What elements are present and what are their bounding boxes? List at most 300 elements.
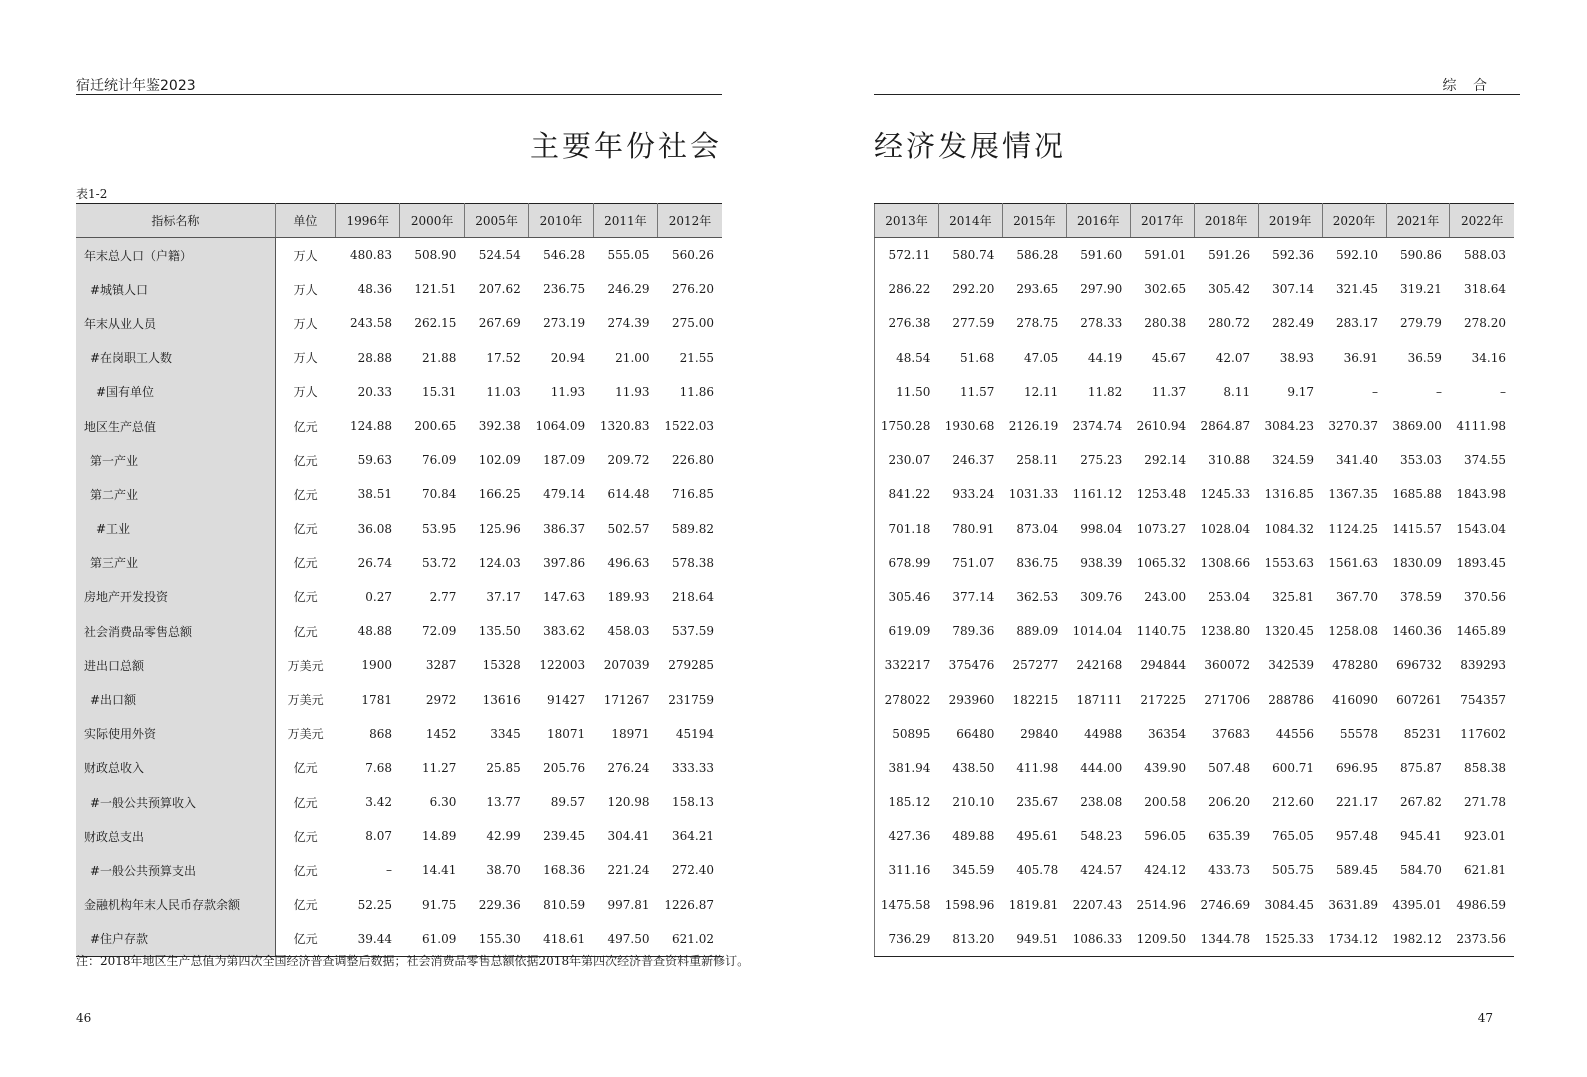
value-cell: 418.61 (529, 922, 593, 957)
value-cell: 61.09 (400, 922, 464, 957)
value-cell: 614.48 (607, 487, 650, 502)
table-row (875, 477, 1515, 511)
value-cell: 36.59 (1407, 350, 1442, 365)
value-cell: 555.05 (607, 248, 650, 263)
value-cell: 125.96 (478, 521, 521, 536)
value-cell: 271706 (1204, 692, 1251, 707)
value-cell: 11.93 (615, 384, 650, 399)
value-cell: 619.09 (875, 614, 939, 648)
value-cell: 44556 (1275, 726, 1315, 741)
value-cell: 304.41 (607, 829, 650, 844)
value-cell: 44.19 (1087, 350, 1123, 365)
table-row (875, 306, 1515, 340)
table-row (875, 341, 1515, 375)
value-cell: 121.51 (414, 282, 457, 297)
column-header: 2018年 (1194, 204, 1258, 238)
value-cell: 578.38 (672, 555, 714, 570)
indicator-name: #一般公共预算收入 (76, 785, 275, 819)
indicator-name: 实际使用外资 (76, 717, 275, 751)
value-cell: 262.15 (414, 316, 457, 331)
table-row (76, 819, 722, 853)
value-cell: 26.74 (357, 555, 392, 570)
value-cell: 276.38 (875, 306, 939, 340)
value-cell: 478280 (1332, 658, 1378, 673)
value-cell: 589.82 (672, 521, 714, 536)
value-cell: 1161.12 (1072, 487, 1123, 502)
page-number-right: 47 (1477, 1011, 1493, 1025)
value-cell: 375476 (948, 658, 995, 673)
value-cell: 635.39 (1208, 829, 1251, 844)
value-cell: 584.70 (1399, 863, 1442, 878)
unit-cell: 亿元 (293, 590, 318, 605)
value-cell: 36.08 (357, 521, 392, 536)
value-cell: 1124.25 (1328, 521, 1378, 536)
value-cell: 102.09 (478, 453, 521, 468)
value-cell: 2374.74 (1072, 419, 1123, 434)
value-cell: 124.03 (478, 555, 521, 570)
value-cell: 780.91 (952, 521, 995, 536)
value-cell: 4111.98 (1456, 419, 1506, 434)
value-cell: 480.83 (349, 248, 392, 263)
column-header: 2021年 (1386, 204, 1450, 238)
value-cell: 957.48 (1336, 829, 1378, 844)
value-cell: 1781 (361, 692, 392, 707)
value-cell: 28.88 (357, 350, 392, 365)
column-header: 2010年 (529, 204, 593, 238)
table-row (875, 785, 1515, 819)
value-cell: 439.90 (1144, 760, 1187, 775)
table-row (875, 819, 1515, 853)
value-cell: – (1372, 384, 1378, 399)
value-cell: 591.60 (1080, 248, 1123, 263)
value-cell: 364.21 (672, 829, 714, 844)
unit-cell: 亿元 (293, 761, 318, 776)
value-cell: 362.53 (1016, 589, 1059, 604)
value-cell: 378.59 (1399, 589, 1442, 604)
value-cell: 2.77 (429, 589, 457, 604)
value-cell: 292.20 (952, 282, 995, 297)
value-cell: 1253.48 (1136, 487, 1187, 502)
value-cell: 949.51 (1002, 922, 1066, 957)
value-cell: 38.93 (1279, 350, 1315, 365)
value-cell: 11.82 (1087, 384, 1123, 399)
value-cell: 48.36 (357, 282, 392, 297)
book-title: 宿迁统计年鉴2023 (76, 78, 196, 94)
value-cell: 1460.36 (1392, 624, 1442, 639)
value-cell: 1843.98 (1456, 487, 1506, 502)
unit-cell: 万人 (293, 316, 318, 331)
value-cell: 592.10 (1336, 248, 1378, 263)
indicator-name: 财政总支出 (76, 819, 275, 853)
value-cell: 1064.09 (535, 419, 586, 434)
value-cell: 230.07 (875, 443, 939, 477)
value-cell: 267.82 (1399, 795, 1442, 810)
column-header: 2022年 (1450, 204, 1514, 238)
value-cell: – (1435, 384, 1442, 399)
value-cell: 377.14 (952, 589, 995, 604)
value-cell: 52.25 (357, 897, 392, 912)
value-cell: 280.72 (1208, 316, 1251, 331)
column-header: 指标名称 (76, 204, 275, 238)
value-cell: 411.98 (1016, 760, 1059, 775)
value-cell: 15328 (482, 658, 521, 673)
value-cell: 813.20 (938, 922, 1002, 957)
value-cell: 1065.32 (1136, 555, 1187, 570)
value-cell: 2514.96 (1136, 897, 1187, 912)
indicator-name: #国有单位 (76, 375, 275, 409)
table-row (875, 888, 1515, 922)
value-cell: 48.54 (875, 341, 939, 375)
value-cell: 76.09 (422, 453, 457, 468)
value-cell: 283.17 (1336, 316, 1378, 331)
value-cell: 998.04 (1080, 521, 1123, 536)
table-row (76, 477, 722, 511)
value-cell: 7.68 (365, 760, 392, 775)
value-cell: 21.88 (422, 350, 457, 365)
value-cell: 294844 (1140, 658, 1187, 673)
value-cell: 271.78 (1464, 795, 1506, 810)
unit-cell: 亿元 (293, 863, 318, 878)
value-cell: 1893.45 (1456, 555, 1506, 570)
table-row (76, 272, 722, 306)
unit-cell: 亿元 (293, 624, 318, 639)
value-cell: 311.16 (875, 853, 939, 887)
value-cell: 1226.87 (664, 897, 714, 912)
value-cell: 383.62 (543, 624, 586, 639)
indicator-name: #住户存款 (76, 922, 275, 957)
value-cell: 381.94 (875, 751, 939, 785)
value-cell: 246.29 (607, 282, 650, 297)
value-cell: 310.88 (1208, 453, 1251, 468)
value-cell: 258.11 (1016, 453, 1059, 468)
value-cell: 205.76 (543, 760, 586, 775)
value-cell: 17.52 (486, 350, 521, 365)
column-header: 2005年 (464, 204, 528, 238)
value-cell: 427.36 (875, 819, 939, 853)
value-cell: 278.75 (1016, 316, 1059, 331)
value-cell: 70.84 (422, 487, 457, 502)
value-cell: 47.05 (1023, 350, 1059, 365)
value-cell: 873.04 (1016, 521, 1059, 536)
value-cell: 502.57 (607, 521, 650, 536)
value-cell: 444.00 (1080, 760, 1123, 775)
value-cell: 589.45 (1336, 863, 1378, 878)
value-cell: 945.41 (1399, 829, 1442, 844)
value-cell: 293.65 (1016, 282, 1059, 297)
value-cell: 236.75 (543, 282, 586, 297)
unit-cell: 亿元 (293, 898, 318, 913)
page-number-left: 46 (76, 1011, 92, 1025)
unit-cell: 亿元 (275, 922, 335, 957)
indicator-name: #工业 (76, 512, 275, 546)
value-cell: 2610.94 (1136, 419, 1187, 434)
table-row (76, 580, 722, 614)
value-cell: 305.42 (1208, 282, 1251, 297)
value-cell: 933.24 (952, 487, 995, 502)
indicator-name: #出口额 (76, 682, 275, 716)
value-cell: 1031.33 (1008, 487, 1059, 502)
value-cell: 45194 (675, 726, 714, 741)
value-cell: 51.68 (960, 350, 995, 365)
value-cell: 235.67 (1016, 795, 1059, 810)
header-rule-left (76, 94, 722, 95)
value-cell: 765.05 (1272, 829, 1315, 844)
value-cell: 89.57 (550, 795, 586, 810)
value-cell: 1525.33 (1258, 922, 1322, 957)
table-row (76, 785, 722, 819)
value-cell: 1900 (361, 658, 392, 673)
value-cell: 1320.45 (1264, 624, 1315, 639)
unit-cell: 万人 (293, 282, 318, 297)
value-cell: 185.12 (875, 785, 939, 819)
value-cell: 2746.69 (1200, 897, 1251, 912)
value-cell: 272.40 (672, 863, 714, 878)
value-cell: 11.50 (875, 375, 939, 409)
value-cell: 279.79 (1399, 316, 1442, 331)
table-row (76, 614, 722, 648)
value-cell: 479.14 (543, 487, 586, 502)
table-row (76, 375, 722, 409)
value-cell: 546.28 (543, 248, 586, 263)
table-row (76, 341, 722, 375)
unit-cell: 亿元 (293, 522, 318, 537)
value-cell: 1084.32 (1264, 521, 1315, 536)
value-cell: 3084.23 (1264, 419, 1315, 434)
value-cell: 342539 (1268, 658, 1315, 673)
column-header: 2016年 (1066, 204, 1130, 238)
value-cell: 11.03 (486, 384, 521, 399)
value-cell: 938.39 (1080, 555, 1123, 570)
value-cell: 189.93 (607, 589, 650, 604)
value-cell: 1561.63 (1328, 555, 1378, 570)
value-cell: 168.36 (543, 863, 586, 878)
column-header: 2000年 (400, 204, 464, 238)
value-cell: 353.03 (1399, 453, 1442, 468)
value-cell: 841.22 (875, 477, 939, 511)
value-cell: 2864.87 (1200, 419, 1251, 434)
value-cell: 15.31 (422, 384, 457, 399)
indicator-name: 地区生产总值 (76, 409, 275, 443)
value-cell: 257277 (1012, 658, 1059, 673)
value-cell: 596.05 (1144, 829, 1187, 844)
value-cell: 1598.96 (944, 897, 995, 912)
table-row (875, 272, 1515, 306)
value-cell: 2126.19 (1008, 419, 1059, 434)
value-cell: 341.40 (1336, 453, 1378, 468)
value-cell: 122003 (539, 658, 586, 673)
column-header: 单位 (275, 204, 335, 238)
value-cell: 591.26 (1208, 248, 1251, 263)
indicator-name: 财政总收入 (76, 751, 275, 785)
value-cell: 282.49 (1272, 316, 1315, 331)
value-cell: 332217 (875, 648, 939, 682)
value-cell: 1238.80 (1200, 624, 1251, 639)
value-cell: 716.85 (672, 487, 714, 502)
value-cell: 8.07 (365, 829, 392, 844)
value-cell: 3084.45 (1264, 897, 1315, 912)
value-cell: 14.41 (422, 863, 457, 878)
value-cell: 325.81 (1272, 589, 1315, 604)
table-row (875, 614, 1515, 648)
value-cell: 37.17 (486, 589, 521, 604)
value-cell: 18071 (546, 726, 586, 741)
value-cell: 147.63 (543, 589, 586, 604)
value-cell: 187.09 (543, 453, 586, 468)
unit-cell: 亿元 (293, 556, 318, 571)
header-rule-right (874, 94, 1520, 95)
column-header: 2020年 (1322, 204, 1386, 238)
value-cell: 13616 (482, 692, 521, 707)
column-header: 2019年 (1258, 204, 1322, 238)
value-cell: 1014.04 (1072, 624, 1123, 639)
value-cell: 37683 (1211, 726, 1251, 741)
column-header: 2011年 (593, 204, 657, 238)
value-cell: – (1500, 384, 1506, 399)
value-cell: 91.75 (422, 897, 457, 912)
value-cell: 621.02 (658, 922, 722, 957)
data-table-right (874, 203, 1514, 957)
value-cell: 42.07 (1215, 350, 1251, 365)
table-row (875, 375, 1515, 409)
indicator-name: 房地产开发投资 (76, 580, 275, 614)
table-row (76, 546, 722, 580)
value-cell: 701.18 (875, 512, 939, 546)
value-cell: 424.57 (1080, 863, 1123, 878)
value-cell: 600.71 (1272, 760, 1315, 775)
unit-cell: 万人 (293, 385, 318, 400)
value-cell: 405.78 (1016, 863, 1059, 878)
value-cell: 1830.09 (1392, 555, 1442, 570)
value-cell: 588.03 (1464, 248, 1506, 263)
value-cell: 18971 (611, 726, 650, 741)
value-cell: 206.20 (1208, 795, 1251, 810)
value-cell: 238.08 (1080, 795, 1123, 810)
value-cell: 3631.89 (1328, 897, 1378, 912)
table-row (875, 717, 1515, 751)
value-cell: 580.74 (952, 248, 995, 263)
value-cell: 9.17 (1287, 384, 1315, 399)
table-row (875, 443, 1515, 477)
value-cell: 246.37 (952, 453, 995, 468)
value-cell: 135.50 (478, 624, 521, 639)
value-cell: 858.38 (1464, 760, 1506, 775)
value-cell: 38.51 (357, 487, 392, 502)
column-header: 2014年 (938, 204, 1002, 238)
value-cell: 507.48 (1208, 760, 1251, 775)
value-cell: 44988 (1084, 726, 1123, 741)
value-cell: 560.26 (672, 248, 714, 263)
value-cell: 1930.68 (944, 419, 995, 434)
value-cell: 302.65 (1144, 282, 1187, 297)
value-cell: 6.30 (429, 795, 457, 810)
value-cell: 696.95 (1336, 760, 1378, 775)
value-cell: 678.99 (875, 546, 939, 580)
indicator-name: 年末从业人员 (76, 306, 275, 340)
value-cell: 3.42 (365, 795, 392, 810)
table-row (76, 443, 722, 477)
value-cell: 548.23 (1080, 829, 1123, 844)
value-cell: 1522.03 (664, 419, 714, 434)
value-cell: 53.72 (422, 555, 457, 570)
value-cell: 72.09 (422, 624, 457, 639)
value-cell: 34.16 (1471, 350, 1506, 365)
value-cell: 279285 (668, 658, 714, 673)
value-cell: 11.86 (679, 384, 714, 399)
unit-cell: 亿元 (293, 453, 318, 468)
value-cell: 278022 (875, 682, 939, 716)
value-cell: 875.87 (1399, 760, 1442, 775)
value-cell: 586.28 (1016, 248, 1059, 263)
value-cell: 438.50 (952, 760, 995, 775)
value-cell: 307.14 (1272, 282, 1315, 297)
value-cell: 243.58 (349, 316, 392, 331)
value-cell: 3345 (490, 726, 521, 741)
value-cell: 207.62 (478, 282, 521, 297)
indicator-name: #在岗职工人数 (76, 341, 275, 375)
value-cell: 11.93 (550, 384, 586, 399)
value-cell: 4986.59 (1456, 897, 1506, 912)
value-cell: 48.88 (357, 624, 392, 639)
value-cell: 345.59 (952, 863, 995, 878)
indicator-name: 第二产业 (76, 477, 275, 511)
table-row (875, 512, 1515, 546)
value-cell: 319.21 (1399, 282, 1442, 297)
value-cell: 309.76 (1080, 589, 1123, 604)
value-cell: 923.01 (1464, 829, 1506, 844)
table-row (875, 751, 1515, 785)
value-cell: 273.19 (543, 316, 586, 331)
column-header: 2015年 (1002, 204, 1066, 238)
value-cell: 374.55 (1464, 453, 1506, 468)
value-cell: 292.14 (1144, 453, 1187, 468)
value-cell: 868 (369, 726, 392, 741)
table-row (76, 306, 722, 340)
value-cell: 424.12 (1144, 863, 1187, 878)
value-cell: 751.07 (952, 555, 995, 570)
table-number: 表1-2 (76, 187, 108, 201)
unit-cell: 亿元 (293, 795, 318, 810)
value-cell: 120.98 (607, 795, 650, 810)
indicator-name: 进出口总额 (76, 648, 275, 682)
value-cell: 370.56 (1464, 589, 1506, 604)
value-cell: 3869.00 (1392, 419, 1442, 434)
value-cell: 458.03 (607, 624, 650, 639)
value-cell: 277.59 (952, 316, 995, 331)
value-cell: 1308.66 (1200, 555, 1251, 570)
value-cell: 497.50 (593, 922, 657, 957)
unit-cell: 亿元 (293, 419, 318, 434)
value-cell: 1543.04 (1456, 521, 1506, 536)
value-cell: 187111 (1076, 692, 1123, 707)
value-cell: 360072 (1204, 658, 1251, 673)
value-cell: 1465.89 (1456, 624, 1506, 639)
value-cell: 392.38 (478, 419, 521, 434)
value-cell: 158.13 (672, 795, 714, 810)
value-cell: 318.64 (1464, 282, 1506, 297)
value-cell: 39.44 (336, 922, 400, 957)
value-cell: 537.59 (672, 624, 714, 639)
table-row (875, 648, 1515, 682)
value-cell: 275.23 (1080, 453, 1123, 468)
indicator-name: 社会消费品零售总额 (76, 614, 275, 648)
column-header: 2012年 (658, 204, 722, 238)
value-cell: 736.29 (875, 922, 939, 957)
value-cell: 91427 (546, 692, 586, 707)
value-cell: 36.91 (1343, 350, 1378, 365)
value-cell: 171267 (603, 692, 650, 707)
column-header: 1996年 (336, 204, 400, 238)
value-cell: 1209.50 (1130, 922, 1194, 957)
